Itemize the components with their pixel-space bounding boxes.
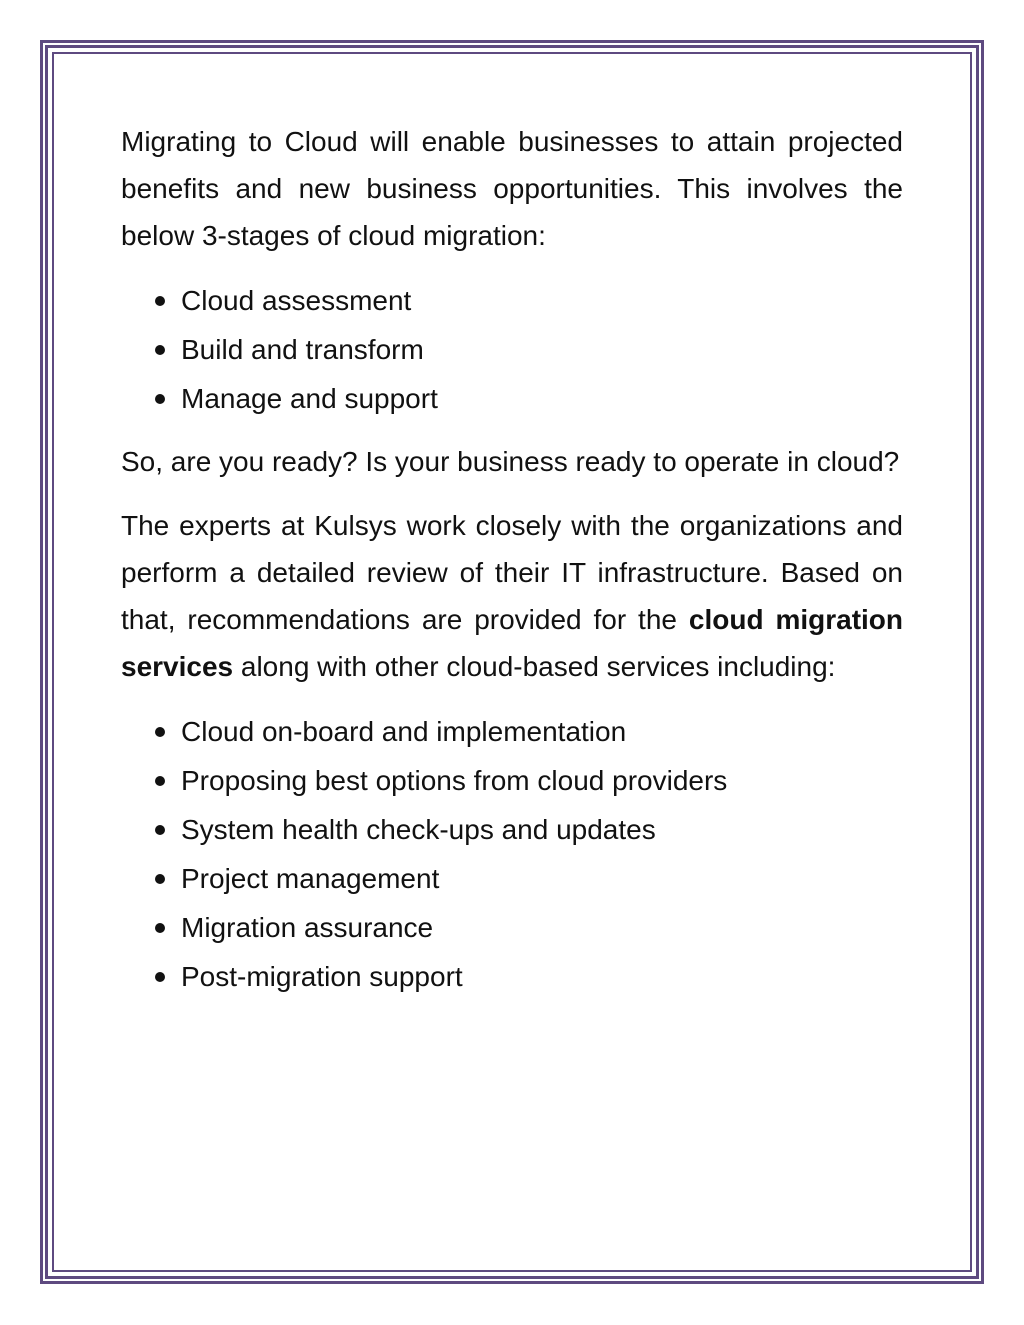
experts-paragraph [121,502,903,690]
list-item [121,805,903,854]
services-list [121,707,903,1001]
bullet-icon [155,923,165,933]
bullet-icon [155,296,165,306]
bullet-icon [155,825,165,835]
list-item [121,325,903,374]
list-item [121,903,903,952]
intro-paragraph: Migrating to Cloud will enable businesses to attain projected benefits and new business opportunities. This involves the below 3-stages of cloud migration: [121,126,903,251]
list-item [121,756,903,805]
list-item-label: Manage and support [181,383,438,414]
bullet-icon [155,972,165,982]
document-body [121,118,903,1001]
list-item-label: Build and transform [181,334,424,365]
list-item-label: System health check-ups and updates [181,814,656,845]
bullet-icon [155,394,165,404]
list-item-label: Cloud on-board and implementation [181,716,627,747]
list-item [121,374,903,423]
list-item-label: Project management [181,863,440,894]
experts-text-before: The experts at Kulsys work closely with the organizations and perform a detailed review of their IT infrastructure. Based on that, recommendations are provided for the [121,510,903,635]
list-item-label: Cloud assessment [181,285,412,316]
list-item [121,276,903,325]
list-item [121,854,903,903]
bullet-icon [155,776,165,786]
list-item-label: Migration assurance [181,912,434,943]
experts-bold-text: cloud migration services [121,604,904,682]
list-item [121,707,903,756]
list-item-label: Proposing best options from cloud providers [181,765,728,796]
bullet-icon [155,345,165,355]
bullet-icon [155,727,165,737]
list-item-label: Post-migration support [181,961,463,992]
migration-stages-list [121,276,903,423]
question-paragraph: So, are you ready? Is your business ready to operate in cloud? [121,446,900,477]
bullet-icon [155,874,165,884]
list-item [121,952,903,1001]
experts-text-after: along with other cloud-based services including: [233,651,836,682]
